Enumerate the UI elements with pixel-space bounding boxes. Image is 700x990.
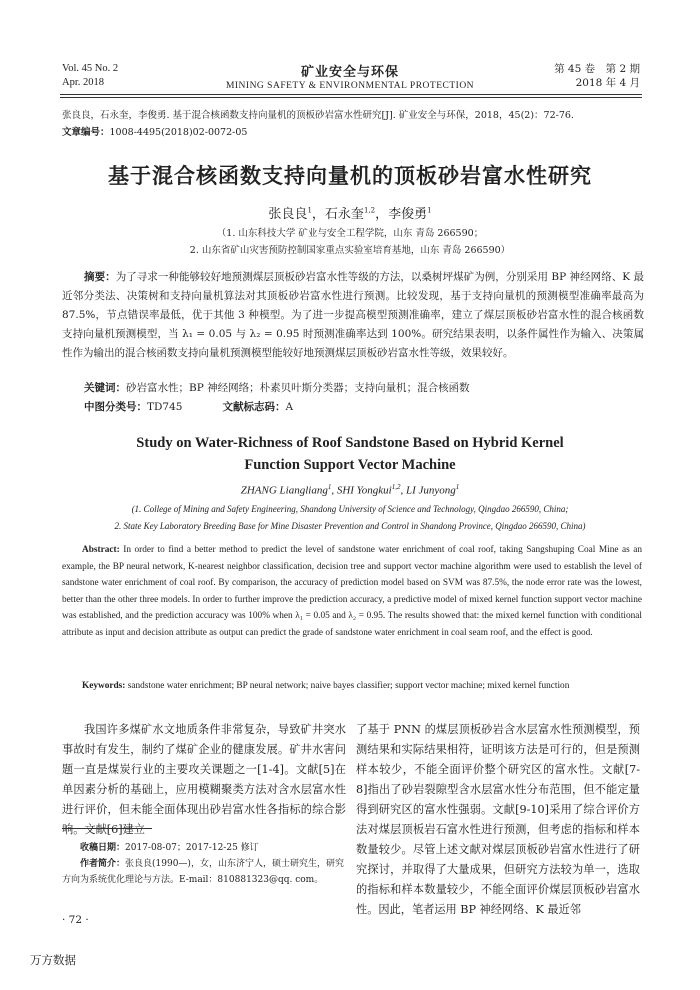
footnote bbox=[62, 840, 346, 888]
affiliations-en bbox=[0, 501, 700, 535]
citation: 张良良，石永奎，李俊勇. 基于混合核函数支持向量机的顶板砂岩富水性研究[J]. 矿业安全与环保，2018，45(2)：72-76. bbox=[62, 110, 574, 121]
author-affil-mark: 1 bbox=[455, 483, 460, 491]
author-bio-text: 张良良(1990—)，女，山东济宁人，硕士研究生，研究方向为系统优化理论与方法。E-mail：810881323@qq. com。 bbox=[62, 859, 344, 885]
body-column-left: 我国许多煤矿水文地质条件非常复杂，导致矿井突水事故时有发生，制约了煤矿企业的健康发展。矿井水害问题一直是煤炭行业的主要攻关课题之一[1-4]。文献[5]在单因素分析的基础上，应用模糊聚类方法对含水层富水性进行评价，但未能全面体现出砂岩富水性各指标的综合影响。文献[6]建立 bbox=[62, 723, 346, 836]
author-name: 李俊勇 bbox=[388, 207, 428, 222]
keywords-en-text: sandstone water enrichment; BP neural network; naive bayes classifier; support vector machine; mixed kernel function bbox=[127, 681, 570, 691]
author-affil-mark: 1 bbox=[427, 206, 432, 215]
doc-no-value: 1008-4495(2018)02-0072-05 bbox=[109, 127, 248, 138]
keywords-en-label: Keywords: bbox=[82, 681, 126, 691]
abstract-cn bbox=[62, 268, 644, 363]
author-affil-mark: 1,2 bbox=[363, 206, 376, 215]
title-en-line: Study on Water-Richness of Roof Sandstone Based on Hybrid Kernel bbox=[136, 435, 564, 451]
abstract-en-label: Abstract: bbox=[82, 545, 120, 555]
footnote-rule bbox=[62, 828, 152, 829]
author-affil-mark: 1,2 bbox=[391, 483, 401, 491]
author-name-en: LI Junyong bbox=[405, 484, 456, 497]
abstract-cn-text: 为了寻求一种能够较好地预测煤层顶板砂岩富水性等级的方法，以桑树坪煤矿为例，分别采用 BP 神经网络、K 最近邻分类法、决策树和支持向量机算法对其顶板砂岩富水性进行预测。比较发现，基于支持向量机的预测模型准确率最高为 87.5%，节点错误率最低，优于其他 3 种模型。为了进一步提高模型预测准确率，建立了煤层顶板砂岩富水性的混合核函数支持向量机预测模型，当 λ₁ = 0.05 与 λ₂ = 0.95 时预测准确率达到 100%。研究结果表明，以条件属性作为输入、决策属性作为输出的混合核函数支持向量机预测模型能较好地预测煤层顶板砂岩富水性等级，效果较好。 bbox=[62, 271, 645, 359]
journal-title-cn: 矿业安全与环保 bbox=[300, 65, 399, 80]
page-number: · 72 · bbox=[62, 914, 89, 926]
author-name-en: ZHANG Liangliang bbox=[240, 484, 328, 497]
header-date-en: Apr. 2018 bbox=[62, 77, 104, 88]
author-affil-mark: 1 bbox=[327, 483, 332, 491]
doc-code-label: 文献标志码： bbox=[222, 401, 286, 413]
keywords-cn bbox=[84, 380, 470, 397]
keywords-cn-label: 关键词： bbox=[84, 382, 126, 394]
abstract-en bbox=[62, 542, 642, 642]
header-rule-thin bbox=[60, 97, 642, 98]
watermark: 万方数据 bbox=[30, 953, 76, 967]
author-name: 张良良 bbox=[268, 207, 308, 222]
affiliation-line: 2. 山东省矿山灾害预防控制国家重点实验室培育基地，山东 青岛 266590） bbox=[189, 245, 511, 256]
header-issue bbox=[554, 62, 640, 90]
author-affil-mark: 1 bbox=[307, 206, 312, 215]
doc-code-value: A bbox=[285, 401, 294, 413]
journal-title-en: MINING SAFETY & ENVIRONMENTAL PROTECTION bbox=[225, 81, 475, 91]
author-name: 石永奎 bbox=[324, 207, 364, 222]
received-label: 收稿日期： bbox=[80, 843, 126, 853]
document-number bbox=[62, 124, 247, 138]
affiliation-line-en: (1. College of Mining and Safety Engineering, Shandong University of Science and Technology, Qingdao 266590, China; bbox=[131, 504, 569, 514]
clc-value: TD745 bbox=[147, 401, 183, 413]
paper-title-en bbox=[0, 432, 700, 476]
header-rule-thick bbox=[60, 94, 642, 95]
author-bio-label: 作者简介： bbox=[80, 859, 126, 869]
title-en-line: Function Support Vector Machine bbox=[244, 457, 456, 473]
affiliation-line-en: 2. State Key Laboratory Breeding Base for Mine Disaster Prevention and Control in Shandong Province, Qingdao 266590, China) bbox=[114, 521, 586, 531]
abstract-en-text: In order to find a better method to predict the level of sandstone water enrichment of coal roof, taking Sangshuping Coal Mine as an example, the BP neural network, K-nearest neighbor classification, decision tree and support vector machine algorithm were used to establish the level of sandstone water enrichment of coal roof. By comparison, the accuracy of prediction model based on SVM was 87.5%, the node error rate was the lowest, better than the other three models. In order to further improve the prediction accuracy, a predictive model of mixed kernel function support vector machine was established, and the prediction accuracy was 100% when λ₁ = 0.05 and λ₂ = 0.95. The results showed that: the mixed kernel function with conditional attribute as input and decision attribute as output can predict the grade of sandstone water enrichment in coal seam roof, and the effect is good. bbox=[62, 545, 643, 638]
authors-en: ZHANG Liangliang$^1$, SHI Yongkui$^{1,2}$, LI Junyong$^1$ bbox=[240, 483, 460, 497]
received-date bbox=[62, 840, 346, 856]
received-value: 2017-08-07；2017-12-25 修订 bbox=[125, 843, 259, 853]
author-bio bbox=[62, 856, 346, 888]
abstract-cn-label: 摘要： bbox=[84, 271, 116, 283]
classification bbox=[84, 399, 293, 414]
keywords-en bbox=[62, 678, 642, 695]
clc-label: 中图分类号： bbox=[84, 401, 147, 413]
header-vol-cn: 第 45 卷 第 2 期 bbox=[554, 63, 640, 75]
keywords-cn-text: 砂岩富水性；BP 神经网络；朴素贝叶斯分类器；支持向量机；混合核函数 bbox=[126, 382, 470, 394]
author-name-en: SHI Yongkui bbox=[336, 484, 392, 497]
header-vol-no: Vol. 45 No. 2 bbox=[62, 63, 119, 74]
doc-no-label: 文章编号： bbox=[62, 127, 110, 138]
affiliation-line: （1. 山东科技大学 矿业与安全工程学院，山东 青岛 266590； bbox=[216, 228, 484, 239]
paper-title-cn: 基于混合核函数支持向量机的顶板砂岩富水性研究 bbox=[108, 164, 592, 188]
authors-cn: 张良良$^1$，石永奎$^{1,2}$，李俊勇$^1$ bbox=[268, 206, 432, 222]
header-date-cn: 2018 年 4 月 bbox=[575, 77, 640, 89]
body-column-right: 了基于 PNN 的煤层顶板砂岩含水层富水性预测模型，预测结果和实际结果相符，证明该方法是可行的，但是预测样本较少，不能全面评价整个研究区的富水性。文献[7-8]指出了砂岩裂隙型含水层富水性分布范围，但不能定量得到研究区的富水性强弱。文献[9-10]采用了综合评价方法对煤层顶板岩石富水性进行预测，但考虑的指标和样本数量较少。尽管上述文献对煤层顶板砂岩富水性进行了研究探讨，并取得了大量成果，但研究方法较为单一，选取的指标和样本数量较少，不能全面评价煤层顶板砂岩富水性。因此，笔者运用 BP 神经网络、K 最近邻 bbox=[356, 723, 640, 916]
affiliations-cn bbox=[0, 225, 700, 259]
